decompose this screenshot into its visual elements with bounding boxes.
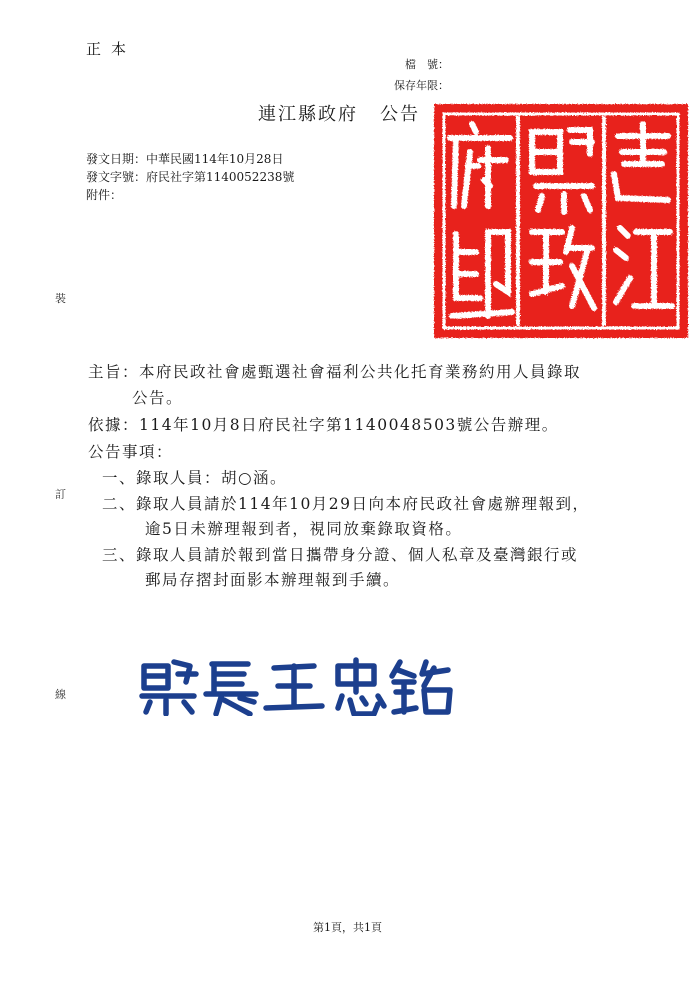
copy-mark: 正本	[86, 40, 137, 58]
subject-line-2: 公告。	[132, 389, 184, 407]
item-2-line-2: 逾5日未辦理報到者，視同放棄錄取資格。	[145, 520, 463, 538]
retention-period-field	[363, 77, 449, 93]
binding-mark-line: 線	[55, 688, 66, 701]
binding-mark-staple: 訂	[55, 488, 66, 501]
signature-image	[138, 656, 458, 716]
issue-number: 發文字號：府民社字第1140052238號	[86, 170, 295, 184]
item-2-line-1: 二、錄取人員請於114年10月29日向本府民政社會處辦理報到，	[102, 495, 590, 513]
agency-name: 連江縣政府	[258, 104, 358, 125]
official-seal-image	[432, 102, 690, 340]
archive-number-field	[363, 56, 449, 72]
archive-number-label: 檔 號：	[405, 58, 449, 71]
item-1: 一、錄取人員：胡○涵。	[102, 469, 288, 487]
issue-date: 發文日期：中華民國114年10月28日	[86, 152, 284, 166]
items-heading: 公告事項：	[88, 443, 174, 461]
document-title	[258, 100, 420, 126]
page-footer: 第1頁，共1頁	[313, 921, 382, 934]
document-type: 公告	[380, 104, 420, 125]
basis-line: 依據：114年10月8日府民社字第1140048503號公告辦理。	[88, 416, 559, 434]
item-3-line-1: 三、錄取人員請於報到當日攜帶身分證、個人私章及臺灣銀行或	[102, 546, 579, 564]
item-3-line-2: 郵局存摺封面影本辦理報到手續。	[145, 571, 401, 589]
binding-mark-bind: 裝	[55, 292, 66, 305]
attachment-label: 附件：	[86, 188, 123, 202]
retention-period-label: 保存年限：	[394, 79, 449, 92]
subject-line-1: 主旨：本府民政社會處甄選社會福利公共化托育業務約用人員錄取	[88, 363, 582, 381]
